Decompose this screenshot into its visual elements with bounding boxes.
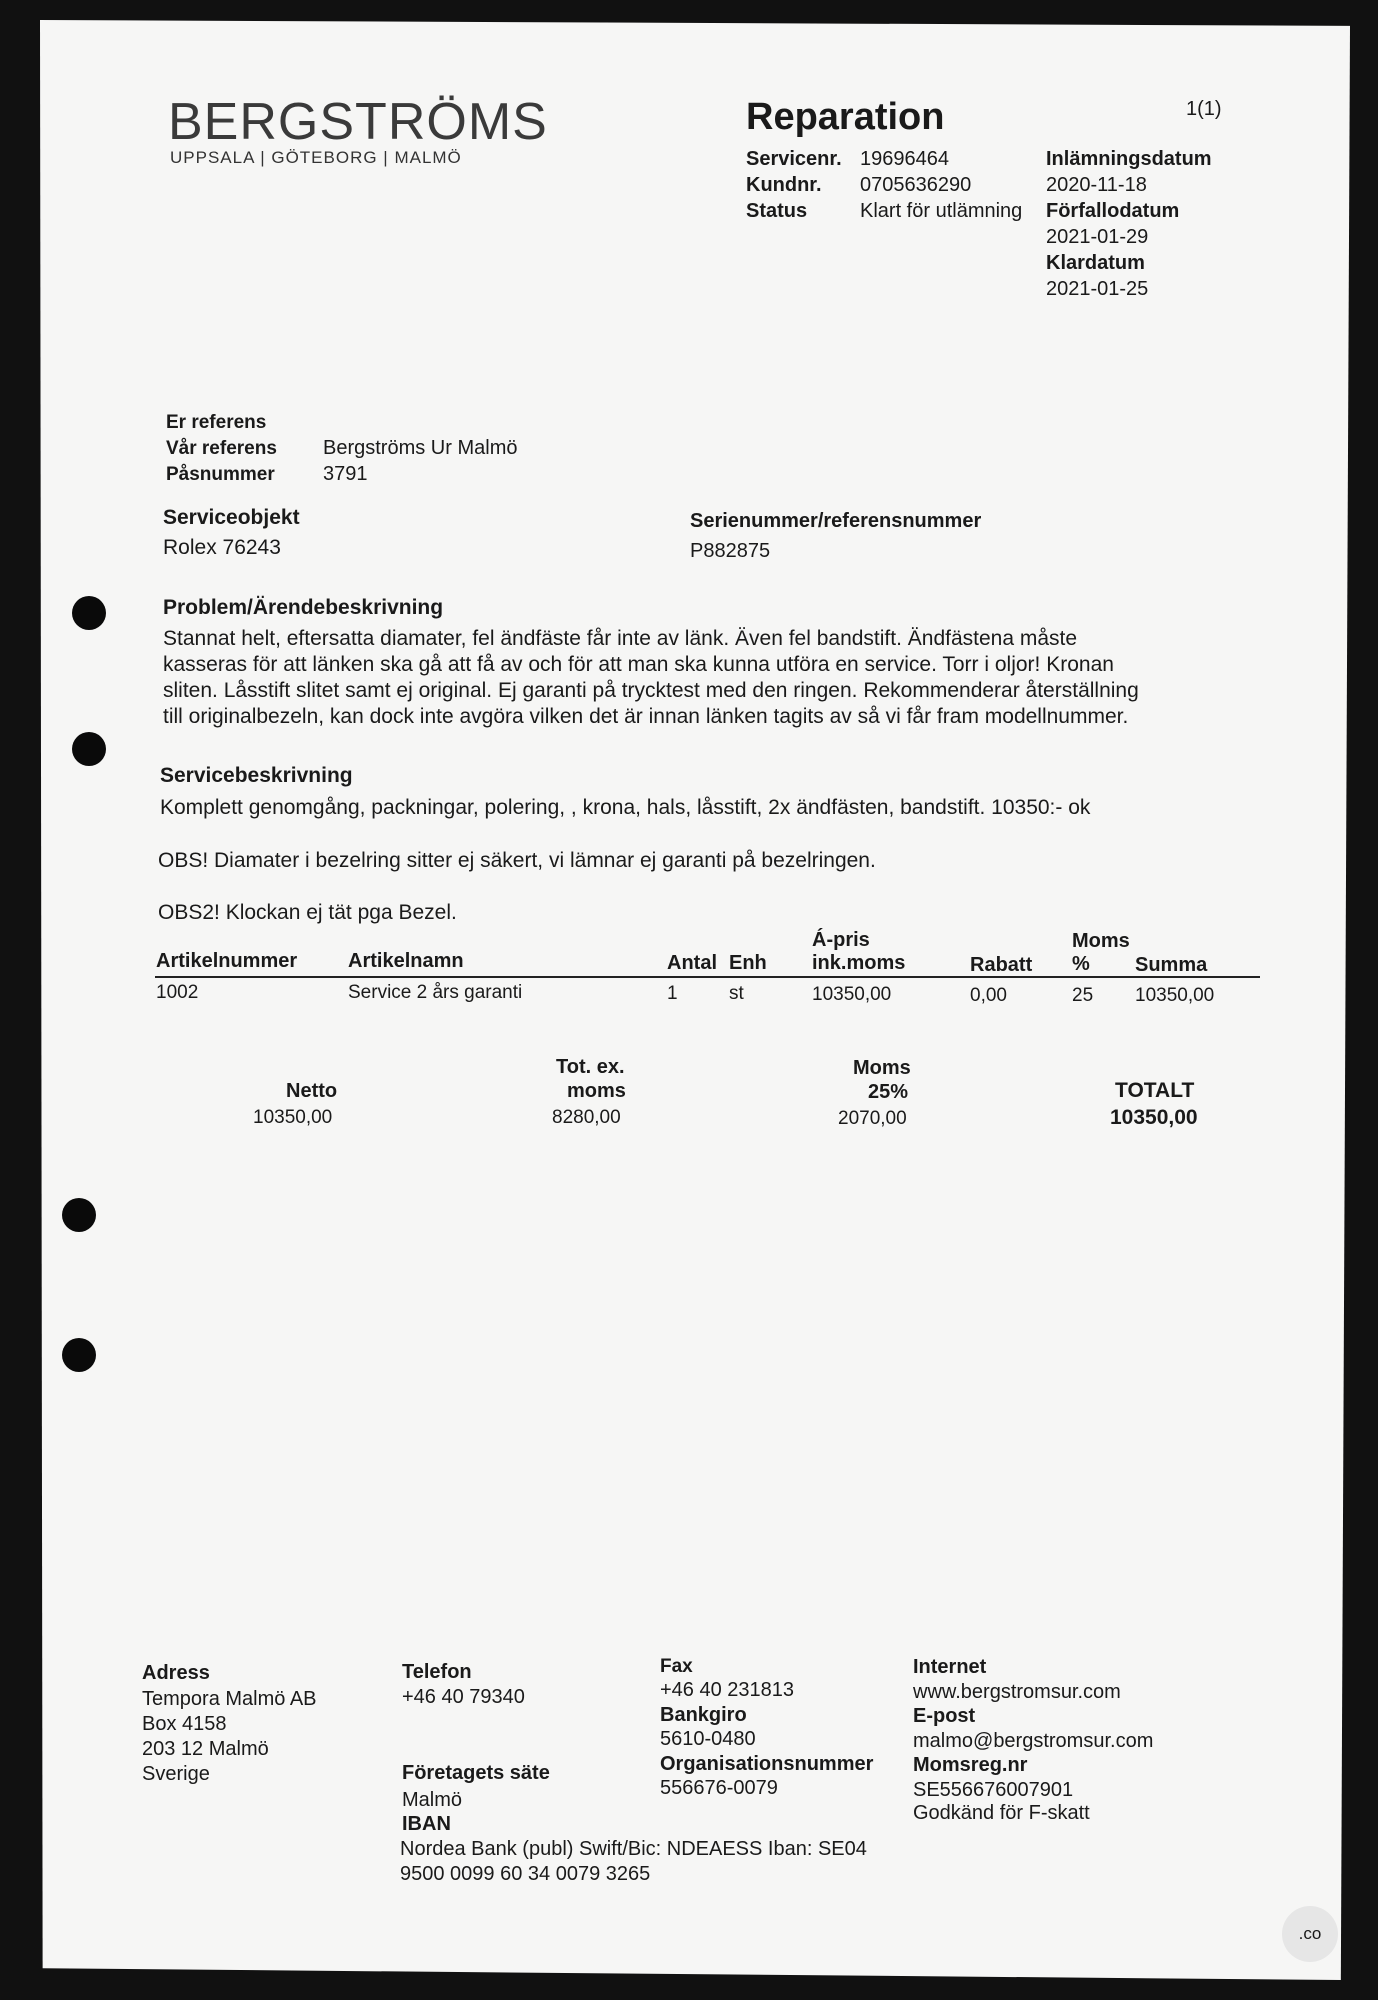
col-moms-top: Moms bbox=[1072, 930, 1130, 952]
adress-line: Tempora Malmö AB bbox=[142, 1688, 317, 1710]
row-enh: st bbox=[729, 983, 744, 1004]
telefon-value: +46 40 79340 bbox=[402, 1686, 525, 1708]
forfallodatum-value: 2021-01-29 bbox=[1046, 226, 1149, 248]
company-logo: BERGSTRÖMS bbox=[168, 93, 548, 151]
bankgiro-value: 5610-0480 bbox=[660, 1728, 756, 1750]
col-moms-bottom: % bbox=[1072, 953, 1090, 975]
page-corner-curl: .co bbox=[1282, 1906, 1338, 1962]
bankgiro-label: Bankgiro bbox=[660, 1704, 747, 1726]
fax-label: Fax bbox=[660, 1656, 693, 1677]
punch-hole bbox=[72, 732, 106, 766]
adress-label: Adress bbox=[142, 1662, 210, 1684]
kundnr-label: Kundnr. bbox=[746, 174, 822, 196]
epost-value: malmo@bergstromsur.com bbox=[913, 1730, 1154, 1752]
row-artikelnamn: Service 2 års garanti bbox=[348, 982, 523, 1003]
table-header-rule bbox=[155, 976, 1260, 978]
internet-label: Internet bbox=[913, 1656, 987, 1678]
totex-label-top: Tot. ex. bbox=[556, 1056, 625, 1078]
fskatt-text: Godkänd för F-skatt bbox=[913, 1802, 1090, 1824]
pasnummer-value: 3791 bbox=[323, 463, 368, 485]
iban-line-1: Nordea Bank (publ) Swift/Bic: NDEAESS Iban: SE04 bbox=[400, 1838, 867, 1860]
row-antal: 1 bbox=[667, 983, 678, 1004]
problem-line: sliten. Låsstift slitet samt ej original. Ej garanti på trycktest med den ringen. Rekommenderar återställning bbox=[163, 679, 1139, 702]
col-summa: Summa bbox=[1135, 954, 1208, 976]
epost-label: E-post bbox=[913, 1705, 976, 1727]
klardatum-label: Klardatum bbox=[1046, 252, 1145, 274]
serienummer-value: P882875 bbox=[690, 540, 771, 562]
row-moms: 25 bbox=[1072, 985, 1094, 1006]
col-apris-top: Á-pris bbox=[812, 929, 870, 951]
row-apris: 10350,00 bbox=[812, 984, 892, 1005]
totalt-value: 10350,00 bbox=[1110, 1106, 1198, 1129]
adress-line: Sverige bbox=[142, 1763, 210, 1785]
totex-value: 8280,00 bbox=[552, 1107, 621, 1128]
totalt-label: TOTALT bbox=[1115, 1079, 1195, 1102]
problem-description bbox=[163, 626, 1139, 730]
adress-line: 203 12 Malmö bbox=[142, 1738, 269, 1760]
var-referens-value: Bergströms Ur Malmö bbox=[323, 437, 518, 459]
company-locations: UPPSALA | GÖTEBORG | MALMÖ bbox=[170, 148, 462, 167]
problem-line: till originalbezeln, kan dock inte avgöra vilken det är innan länken tagits av så vi får fram modellnummer. bbox=[163, 705, 1129, 728]
kundnr-value: 0705636290 bbox=[860, 174, 972, 196]
iban-line-2: 9500 0099 60 34 0079 3265 bbox=[400, 1863, 651, 1885]
internet-value: www.bergstromsur.com bbox=[913, 1681, 1121, 1703]
col-antal: Antal bbox=[667, 952, 717, 974]
netto-value: 10350,00 bbox=[253, 1107, 333, 1128]
forfallodatum-label: Förfallodatum bbox=[1046, 200, 1180, 222]
iban-label: IBAN bbox=[402, 1813, 451, 1835]
moms-total-label-bottom: 25% bbox=[868, 1081, 909, 1103]
status-value: Klart för utlämning bbox=[860, 200, 1023, 222]
problem-heading: Problem/Ärendebeskrivning bbox=[163, 596, 444, 619]
row-artikelnummer: 1002 bbox=[156, 982, 199, 1003]
telefon-label: Telefon bbox=[402, 1661, 472, 1683]
page-number: 1(1) bbox=[1186, 98, 1222, 120]
serienummer-label: Serienummer/referensnummer bbox=[690, 510, 982, 532]
col-rabatt: Rabatt bbox=[970, 954, 1033, 976]
serviceobjekt-value: Rolex 76243 bbox=[163, 536, 281, 559]
servicenr-value: 19696464 bbox=[860, 148, 949, 170]
col-enh: Enh bbox=[729, 952, 767, 974]
document-title: Reparation bbox=[746, 96, 945, 138]
obs-note-1: OBS! Diamater i bezelring sitter ej säkert, vi lämnar ej garanti på bezelringen. bbox=[158, 849, 876, 872]
servicebeskrivning-heading: Servicebeskrivning bbox=[160, 764, 353, 787]
punch-hole bbox=[62, 1338, 96, 1372]
momsreg-label: Momsreg.nr bbox=[913, 1754, 1028, 1776]
inlamningsdatum-label: Inlämningsdatum bbox=[1046, 148, 1212, 170]
totex-label-bottom: moms bbox=[567, 1080, 626, 1102]
foretagets-sate-value: Malmö bbox=[402, 1789, 463, 1811]
moms-total-label-top: Moms bbox=[853, 1057, 911, 1079]
inlamningsdatum-value: 2020-11-18 bbox=[1046, 174, 1147, 196]
servicenr-label: Servicenr. bbox=[746, 148, 842, 170]
organisationsnummer-label: Organisationsnummer bbox=[660, 1753, 874, 1775]
moms-total-value: 2070,00 bbox=[838, 1108, 907, 1129]
netto-label: Netto bbox=[286, 1080, 338, 1102]
serviceobjekt-label: Serviceobjekt bbox=[163, 506, 300, 529]
momsreg-value: SE556676007901 bbox=[913, 1779, 1074, 1801]
foretagets-sate-label: Företagets säte bbox=[402, 1762, 550, 1784]
punch-hole bbox=[62, 1198, 96, 1232]
status-label: Status bbox=[746, 200, 808, 222]
er-referens-label: Er referens bbox=[166, 412, 267, 433]
col-artikelnummer: Artikelnummer bbox=[156, 950, 298, 972]
problem-line: Stannat helt, eftersatta diamater, fel ändfäste får inte av länk. Även fel bandstift. Ändfästena måste bbox=[163, 627, 1078, 650]
fax-value: +46 40 231813 bbox=[660, 1679, 795, 1701]
adress-line: Box 4158 bbox=[142, 1713, 227, 1735]
col-artikelnamn: Artikelnamn bbox=[348, 950, 464, 972]
klardatum-value: 2021-01-25 bbox=[1046, 278, 1149, 300]
col-apris-bottom: ink.moms bbox=[812, 952, 906, 974]
obs-note-2: OBS2! Klockan ej tät pga Bezel. bbox=[158, 901, 457, 924]
var-referens-label: Vår referens bbox=[166, 438, 277, 459]
organisationsnummer-value: 556676-0079 bbox=[660, 1777, 778, 1799]
pasnummer-label: Påsnummer bbox=[166, 464, 275, 485]
row-summa: 10350,00 bbox=[1135, 985, 1215, 1006]
servicebeskrivning-text: Komplett genomgång, packningar, polering, , krona, hals, låsstift, 2x ändfästen, bandstift. 10350:- ok bbox=[160, 796, 1091, 819]
punch-hole bbox=[72, 596, 106, 630]
problem-line: kasseras för att länken ska gå att få av och för att man ska kunna utföra en service. Torr i oljor! Kronan bbox=[163, 653, 1114, 676]
row-rabatt: 0,00 bbox=[970, 985, 1007, 1006]
